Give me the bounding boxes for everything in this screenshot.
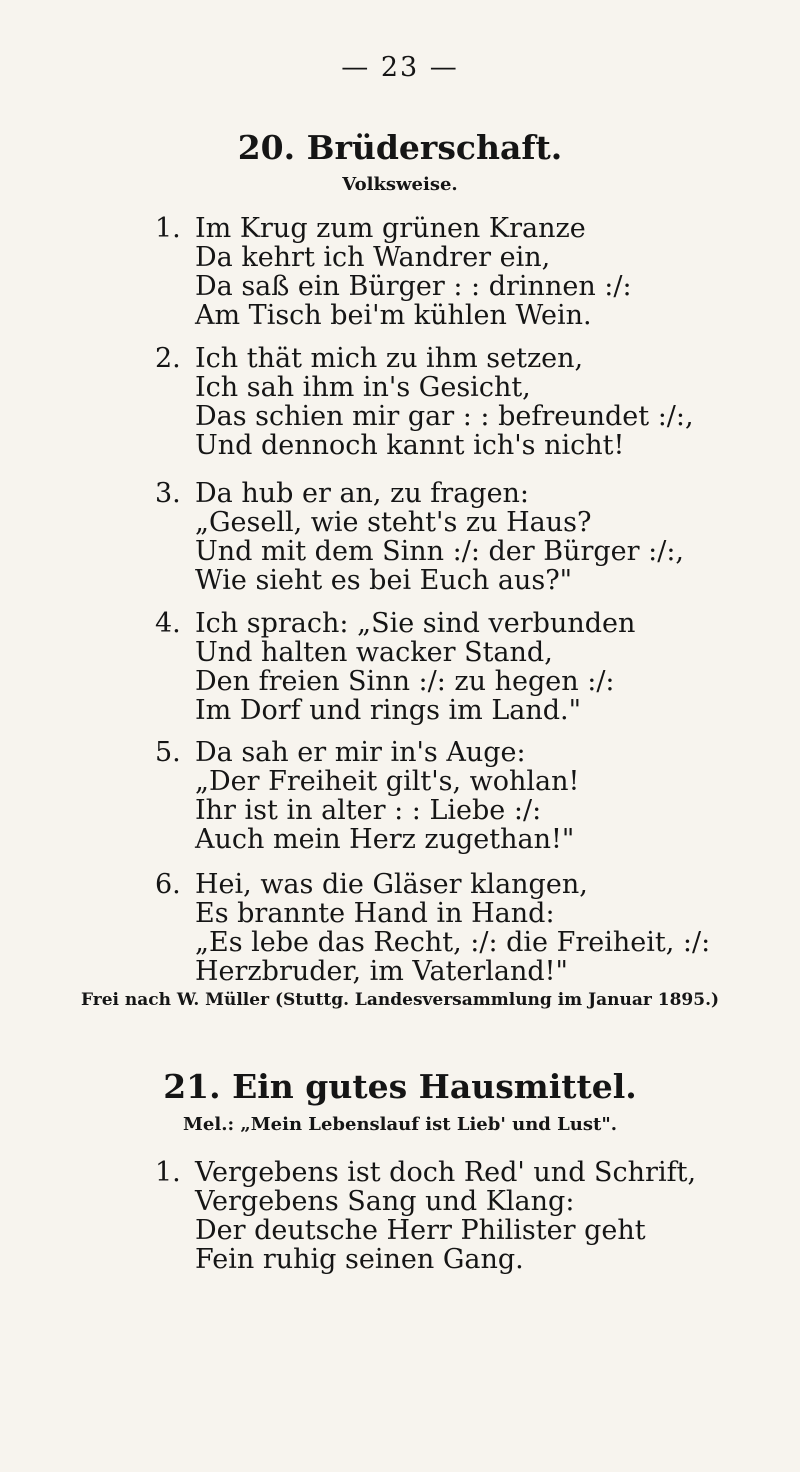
verse-line: „Gesell, wie steht's zu Haus? xyxy=(195,507,592,538)
stanza-number: 5. xyxy=(155,737,181,768)
stanza-number: 1. xyxy=(155,1157,181,1188)
verse-line: Ich sah ihm in's Gesicht, xyxy=(195,372,531,403)
verse-line: Im Dorf und rings im Land." xyxy=(195,695,582,726)
stanza-number: 3. xyxy=(155,478,181,509)
verse-line: Es brannte Hand in Hand: xyxy=(195,898,555,929)
stanza xyxy=(155,870,715,986)
verse-line: Da kehrt ich Wandrer ein, xyxy=(195,242,551,273)
verse-line: „Der Freiheit gilt's, wohlan! xyxy=(195,766,580,797)
verse-line: 4. Ich sprach: „Sie sind verbunden xyxy=(155,608,636,639)
stanza xyxy=(155,609,715,725)
verse-line: 2. Ich thät mich zu ihm setzen, xyxy=(155,343,584,374)
verse-line: Herzbruder, im Vaterland!" xyxy=(195,956,568,987)
verse-line: Und halten wacker Stand, xyxy=(195,637,553,668)
page-number: — 23 — xyxy=(341,52,459,83)
stanza xyxy=(155,738,715,854)
stanza-number: 2. xyxy=(155,343,181,374)
stanza xyxy=(155,1158,715,1274)
verse-line: Auch mein Herz zugethan!" xyxy=(195,824,575,855)
verse-line: 1. Im Krug zum grünen Kranze xyxy=(155,213,586,244)
verse-line: 1. Vergebens ist doch Red' und Schrift, xyxy=(155,1157,697,1188)
verse-line: Am Tisch bei'm kühlen Wein. xyxy=(195,300,592,331)
verse-line: Wie sieht es bei Euch aus?" xyxy=(195,565,573,596)
song-melody: Volksweise. xyxy=(342,174,458,195)
stanza-number: 4. xyxy=(155,608,181,639)
verse-line: 5. Da sah er mir in's Auge: xyxy=(155,737,526,768)
stanza xyxy=(155,214,715,330)
verse-line: Vergebens Sang und Klang: xyxy=(195,1186,575,1217)
verse-line: Der deutsche Herr Philister geht xyxy=(195,1215,646,1246)
verse-line: 3. Da hub er an, zu fragen: xyxy=(155,478,530,509)
verse-line: Und dennoch kannt ich's nicht! xyxy=(195,430,625,461)
song-melody: Mel.: „Mein Lebenslauf ist Lieb' und Lust". xyxy=(182,1114,617,1135)
song-title: 20. Brüderschaft. xyxy=(237,128,563,167)
stanza-number: 1. xyxy=(155,213,181,244)
verse-line: „Es lebe das Recht, :/: die Freiheit, :/: xyxy=(195,927,711,958)
verse-line: Fein ruhig seinen Gang. xyxy=(195,1244,524,1275)
stanza xyxy=(155,479,715,595)
verse-line: Und mit dem Sinn :/: der Bürger :/:, xyxy=(195,536,685,567)
stanza-number: 6. xyxy=(155,869,181,900)
song-credit: Frei nach W. Müller (Stuttg. Landesversammlung im Januar 1895.) xyxy=(80,990,720,1010)
verse-line: 6. Hei, was die Gläser klangen, xyxy=(155,869,588,900)
song-title: 21. Ein gutes Hausmittel. xyxy=(163,1067,637,1106)
verse-line: Da saß ein Bürger : : drinnen :/: xyxy=(195,271,632,302)
stanza xyxy=(155,344,715,460)
verse-line: Das schien mir gar : : befreundet :/:, xyxy=(195,401,694,432)
verse-line: Ihr ist in alter : : Liebe :/: xyxy=(195,795,542,826)
verse-line: Den freien Sinn :/: zu hegen :/: xyxy=(195,666,615,697)
